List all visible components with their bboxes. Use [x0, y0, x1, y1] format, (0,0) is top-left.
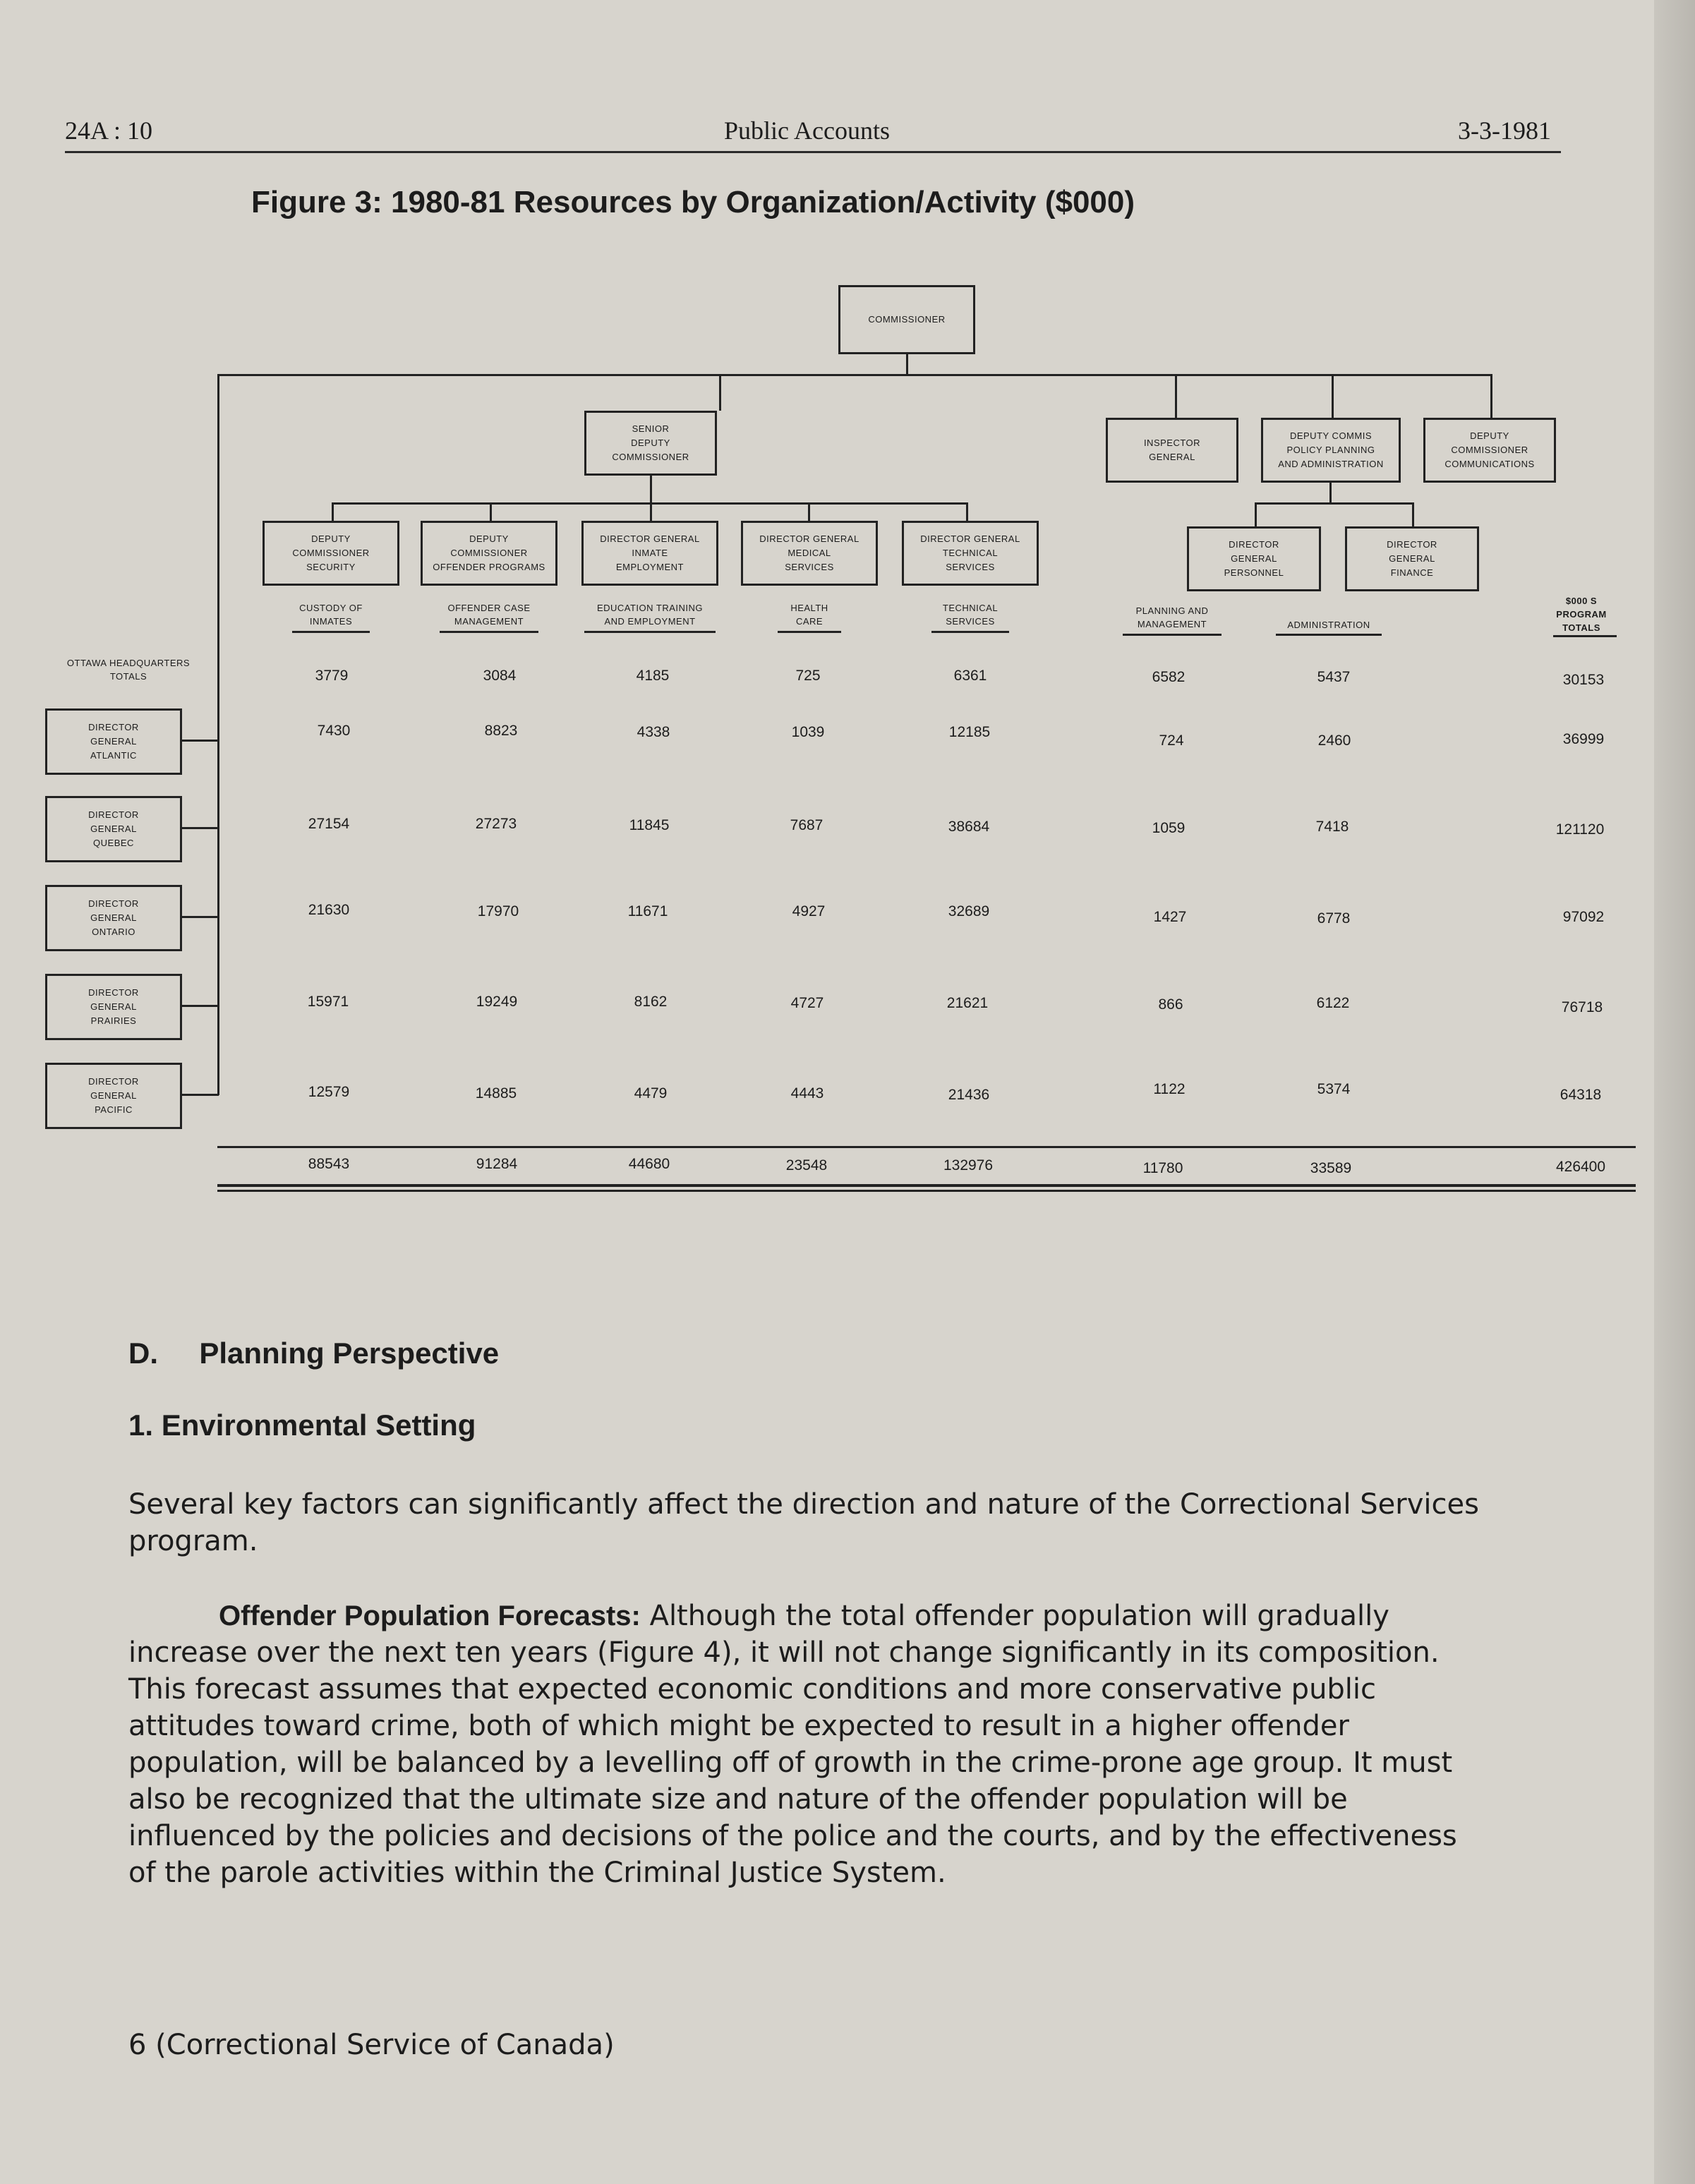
paragraph-2 — [128, 1598, 1490, 1891]
paragraph-2-text: Although the total offender population will gradually increase over the next ten years (Figure 4), it will not change significantly in its composition. This forecast assumes that expected economic conditions and more conservative public attitudes toward crime, both of which might be expected to result in a higher offender population, will be balanced by a levelling off of growth in the crime-prone age group. It must also be recognized that the ultimate size and nature of the offender population will be influenced by the policies and decisions of the police and the courts, and by the effectiveness of the parole activities within the Criminal Justice System. — [128, 1600, 1457, 1889]
region-atlantic-box: DIRECTOR GENERAL ATLANTIC — [45, 708, 182, 775]
director-general-finance-box: DIRECTOR GENERAL FINANCE — [1345, 526, 1479, 591]
director-general-technical-services-box: DIRECTOR GENERAL TECHNICAL SERVICES — [902, 521, 1039, 586]
section-1-heading: 1. Environmental Setting — [128, 1408, 476, 1442]
totals-bottom-rule-1 — [217, 1184, 1636, 1187]
region-ontario-box: DIRECTOR GENERAL ONTARIO — [45, 885, 182, 951]
totals-top-rule — [217, 1146, 1636, 1148]
header-date: 3-3-1981 — [1458, 116, 1551, 145]
director-general-personnel-box: DIRECTOR GENERAL PERSONNEL — [1187, 526, 1321, 591]
director-general-inmate-employment-box: DIRECTOR GENERAL INMATE EMPLOYMENT — [581, 521, 718, 586]
deputy-commissioner-communications-box: DEPUTY COMMISSIONER COMMUNICATIONS — [1423, 418, 1556, 483]
activity-case-management: OFFENDER CASE MANAGEMENT — [447, 603, 531, 627]
deputy-commissioner-policy-box: DEPUTY COMMIS POLICY PLANNING AND ADMINISTRATION — [1261, 418, 1401, 483]
activity-custody: CUSTODY OF INMATES — [299, 603, 363, 627]
senior-deputy-commissioner-box: SENIOR DEPUTY COMMISSIONER — [584, 411, 717, 476]
activity-health-care: HEALTH CARE — [790, 603, 828, 627]
figure-title: Figure 3: 1980-81 Resources by Organization/Activity ($000) — [251, 185, 1135, 219]
region-pacific-box: DIRECTOR GENERAL PACIFIC — [45, 1063, 182, 1129]
paragraph-1: Several key factors can significantly affect the direction and nature of the Correctional Services program. — [128, 1488, 1479, 1557]
region-prairies-box: DIRECTOR GENERAL PRAIRIES — [45, 974, 182, 1040]
deputy-commissioner-security-box: DEPUTY COMMISSIONER SECURITY — [263, 521, 399, 586]
commissioner-box: COMMISSIONER — [838, 285, 975, 354]
paragraph-2-label: Offender Population Forecasts: — [219, 1600, 641, 1631]
footer-text: 6 (Correctional Service of Canada) — [128, 2029, 615, 2061]
activity-program-totals: $000 S PROGRAM TOTALS — [1556, 596, 1607, 633]
deputy-commissioner-offender-programs-box: DEPUTY COMMISSIONER OFFENDER PROGRAMS — [421, 521, 557, 586]
inspector-general-box: INSPECTOR GENERAL — [1106, 418, 1238, 483]
activity-planning: PLANNING AND MANAGEMENT — [1135, 605, 1209, 629]
activity-administration: ADMINISTRATION — [1287, 620, 1370, 630]
page-edge — [1654, 0, 1695, 2184]
header-rule — [65, 151, 1561, 153]
header-page-number: 24A : 10 — [65, 116, 153, 145]
section-d-heading: D. Planning Perspective — [128, 1337, 500, 1370]
director-general-medical-services-box: DIRECTOR GENERAL MEDICAL SERVICES — [741, 521, 878, 586]
ottawa-headquarters-label: OTTAWA HEADQUARTERS TOTALS — [66, 658, 191, 682]
activity-technical-services: TECHNICAL SERVICES — [942, 603, 999, 627]
header-title: Public Accounts — [724, 116, 890, 145]
activity-education: EDUCATION TRAINING AND EMPLOYMENT — [596, 603, 704, 627]
totals-bottom-rule-2 — [217, 1190, 1636, 1192]
region-quebec-box: DIRECTOR GENERAL QUEBEC — [45, 796, 182, 862]
